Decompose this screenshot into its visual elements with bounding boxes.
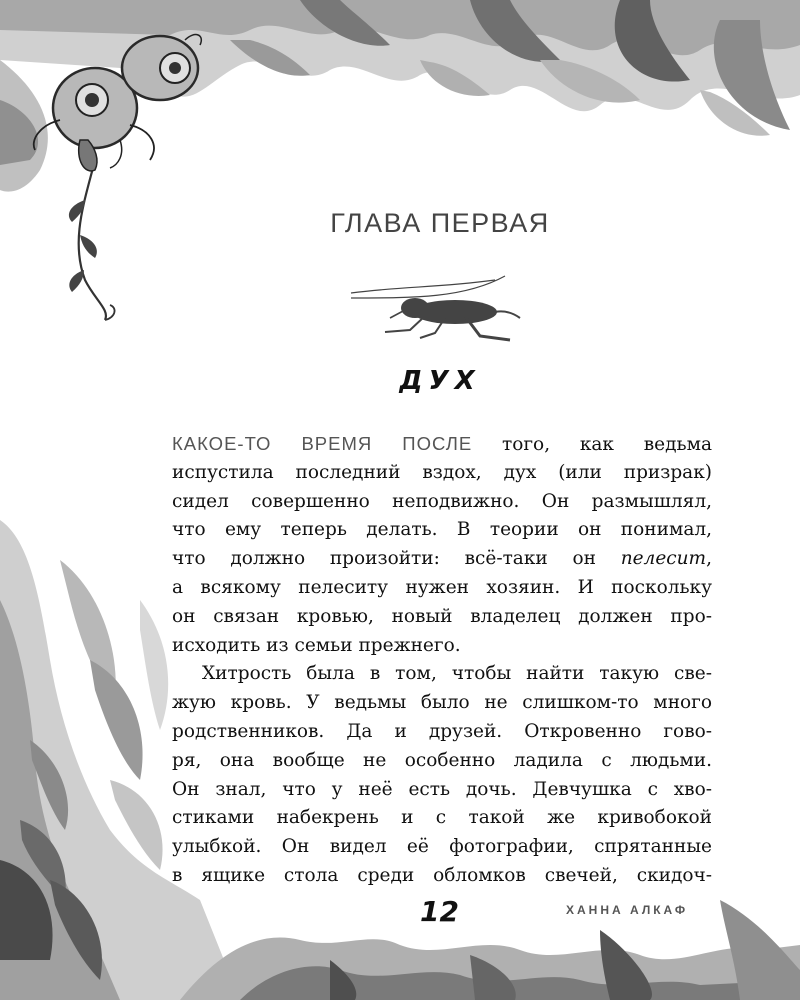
chapter-body-text	[172, 430, 712, 891]
italic-word: пелесит	[620, 548, 707, 570]
text-line: жую кровь. У ведьмы было не слишком-то много	[172, 692, 712, 714]
text-line: Хитрость была в том, чтобы найти такую све-	[202, 663, 712, 685]
page-number: 12	[420, 895, 459, 928]
bottom-foliage	[180, 900, 800, 1000]
text-line: Он знал, что у неё есть дочь. Девчушка с хво-	[172, 778, 712, 800]
text-line: он связан кровью, новый владелец должен про-	[172, 605, 712, 627]
chapter-heading: ДУХ	[399, 366, 481, 396]
text-line: стиками набекрень и с такой же кривобокой	[172, 807, 712, 829]
running-author: ХАННА АЛКАФ	[566, 903, 689, 917]
text-line	[172, 430, 712, 459]
chapter-title: ГЛАВА ПЕРВАЯ	[330, 208, 550, 238]
text-line: улыбкой. Он видел её фотографии, спрятанные	[172, 836, 712, 858]
cricket-icon	[345, 268, 535, 348]
text-line	[172, 545, 712, 574]
text-line: что ему теперь делать. В теории он понимал,	[172, 519, 712, 541]
text-fragment: что должно произойти: всё-таки он	[172, 548, 596, 570]
text-fragment: того, как ведьма	[501, 434, 713, 455]
text-line: ря, она вообще не особенно ладила с людьми.	[172, 749, 712, 771]
lead-in-words: КАКОЕ-ТО ВРЕМЯ ПОСЛЕ	[172, 433, 473, 454]
text-line: а всякому пелеситу нужен хозяин. И поскольку	[172, 576, 712, 598]
text-line: испустила последний вздох, дух (или призрак)	[172, 461, 712, 483]
text-line: в ящике стола среди обломков свечей, скидоч-	[172, 864, 712, 886]
text-line: родственников. Да и друзей. Откровенно гово-	[172, 720, 712, 742]
text-line: исходить из семьи прежнего.	[172, 634, 461, 656]
text-line: сидел совершенно неподвижно. Он размышлял,	[172, 490, 712, 512]
text-fragment: ,	[706, 548, 712, 570]
